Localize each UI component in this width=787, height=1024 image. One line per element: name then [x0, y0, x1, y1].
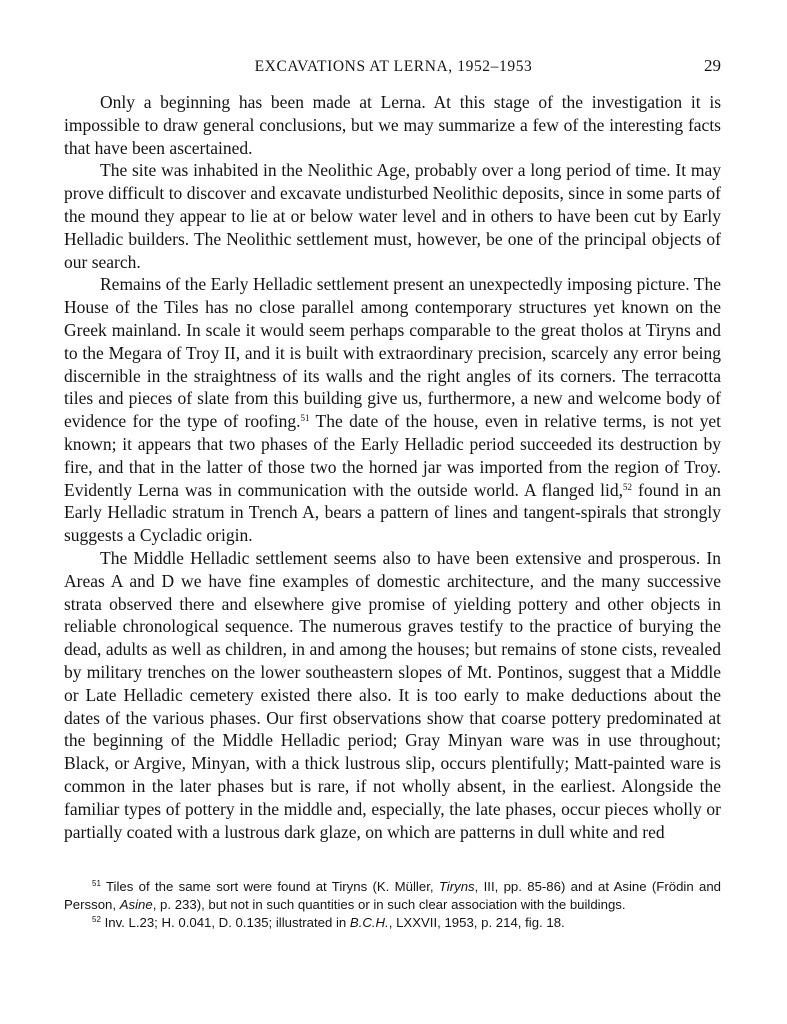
footnote-italic: Asine: [119, 897, 153, 913]
footnote-number: 51: [92, 879, 101, 888]
footnote: [64, 878, 721, 914]
paragraph: [64, 273, 721, 547]
footnotes: [64, 878, 721, 933]
paragraph-text: found in an Early Helladic stratum in Trench A, bears a pattern of lines and tangent-spirals that strongly suggests a Cycladic origin.: [64, 479, 721, 546]
paragraph-text: Remains of the Early Helladic settlement present an unexpectedly imposing picture. The House of the Tiles has no close parallel among contemporary structures yet known on the Greek mainland. In scale it would seem perhaps comparable to the great tholos at Tiryns and to the Megara of Troy II, and it is built with extraordinary precision, scarcely any error being discernible in the straightness of its walls and the right angles of its corners. The terracotta tiles and pieces of slate from this building give us, furthermore, a new and welcome body of evidence for the type of roofing.: [64, 274, 721, 432]
paragraph: The site was inhabited in the Neolithic Age, probably over a long period of time. It may prove difficult to discover and excavate undisturbed Neolithic deposits, since in some parts of the mound they appear to lie at or below water level and in others to have been cut by Early Helladic builders. The Neolithic settlement must, however, be one of the principal objects of our search.: [64, 160, 721, 272]
page-number: 29: [704, 56, 721, 75]
paragraph-text: The date of the house, even in relative terms, is not yet known; it appears that two phases of the Early Helladic period succeeded its destruction by fire, and that in the latter of those two the horned jar was imported from the region of Troy. Evidently Lerna was in communication with the outside world. A flanged lid,: [64, 411, 721, 500]
footnote-reference: 52: [622, 481, 632, 492]
footnote-text: , p. 233), but not in such quantities or in such clear association with the buildings.: [152, 897, 626, 913]
running-title: EXCAVATIONS AT LERNA, 1952–1953: [254, 58, 533, 75]
footnote-reference: 51: [300, 413, 310, 424]
main-text: [64, 91, 721, 843]
footnote-text: , LXXVII, 1953, p. 214, fig. 18.: [388, 915, 565, 931]
footnote-number: 52: [92, 915, 101, 925]
paragraph: The Middle Helladic settlement seems also to have been extensive and prosperous. In Areas A and D we have fine examples of domestic architecture, and the many successive strata observed there and elsewhere give promise of yielding pottery and other objects in reliable chronological sequence. The numerous graves testify to the practice of burying the dead, adults as well as children, in and among the houses; but remains of stone cists, revealed by military trenches on the lower southeastern slopes of Mt. Pontinos, suggest that a Middle or Late Helladic cemetery existed there also. It is too early to make deductions about the dates of the various phases. Our first observations show that coarse pottery predominated at the beginning of the Middle Helladic period; Gray Minyan ware was in use throughout; Black, or Argive, Minyan, with a thick lustrous slip, occurs plentifully; Matt-painted ware is common in the later phases but is rare, if not wholly absent, in the earliest. Alongside the familiar types of pottery in the middle and, especially, the late phases, occur pieces wholly or partially coated with a lustrous dark glaze, on which are patterns in dull white and red: [64, 547, 721, 842]
footnote-text: Tiles of the same sort were found at Tiryns (K. Müller,: [100, 879, 439, 894]
footnote-italic: Tiryns: [438, 879, 475, 894]
running-header: [64, 56, 723, 80]
footnote-text: Inv. L.23; H. 0.041, D. 0.135; illustrated in: [100, 915, 350, 931]
footnote: [64, 914, 721, 932]
footnote-italic: B.C.H.: [349, 915, 389, 931]
paragraph: Only a beginning has been made at Lerna. At this stage of the investigation it is impossible to draw general conclusions, but we may summarize a few of the interesting facts that have been ascertained.: [64, 92, 721, 158]
footnote-text: , III, pp. 85-86) and at Asine (Frödin and Persson,: [64, 879, 721, 913]
